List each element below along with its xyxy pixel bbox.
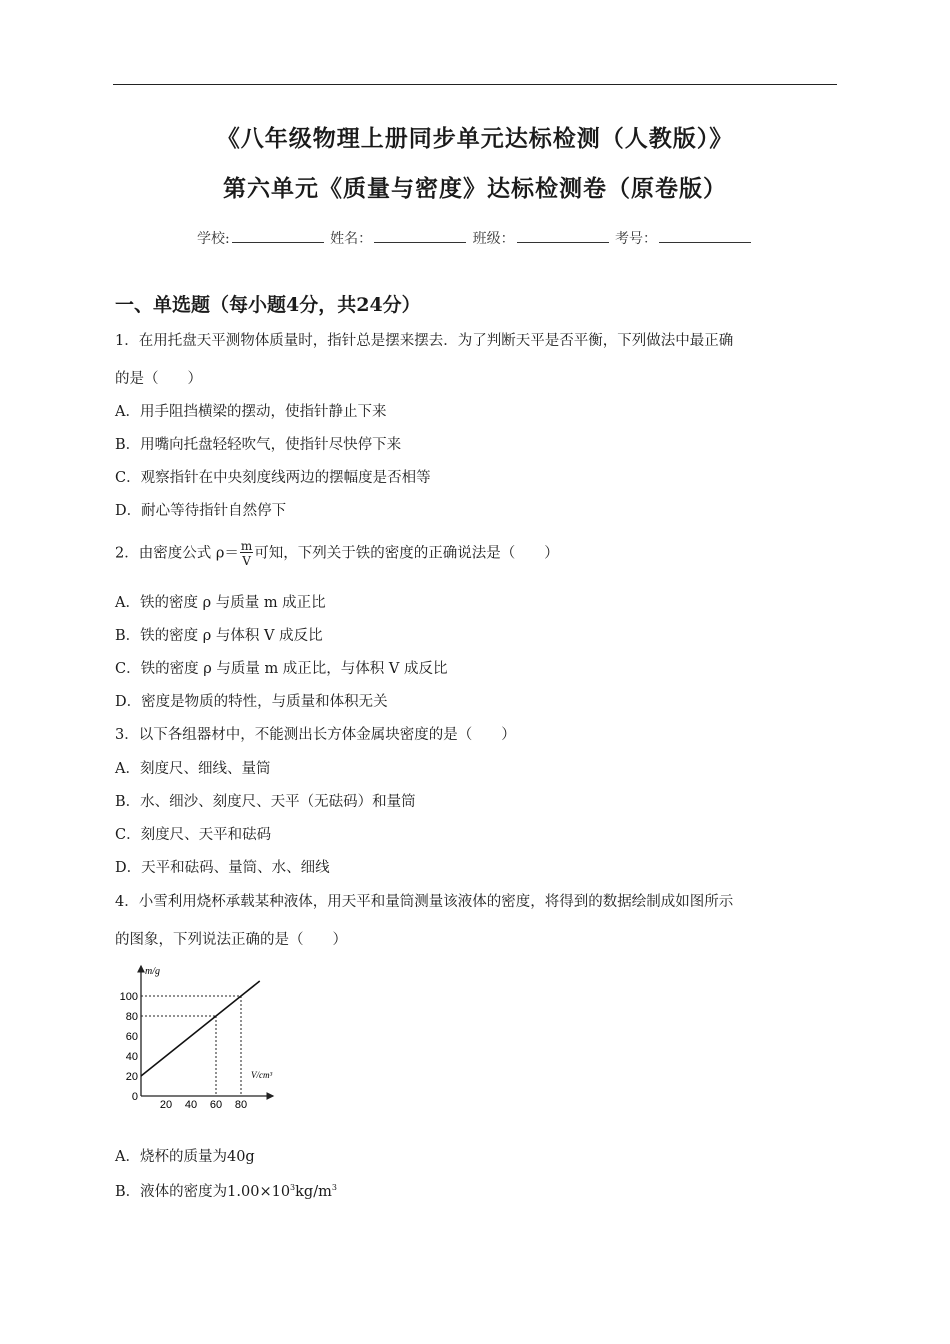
q3-option-c: C．刻度尺、天平和砝码	[115, 827, 272, 843]
y-tick-label: 80	[125, 1011, 138, 1023]
q4-stem-line1: 4．小雪利用烧杯承载某种液体，用天平和量筒测量该液体的密度，将得到的数据绘制成如图所示	[115, 894, 734, 910]
document-subtitle: 第六单元《质量与密度》达标检测卷（原卷版）	[223, 175, 727, 202]
q3-option-b: B．水、细沙、刻度尺、天平（无砝码）和量筒	[115, 794, 416, 810]
fraction-numerator: m	[240, 539, 253, 553]
x-tick-label: 80	[234, 1099, 248, 1110]
q2-stem-post: 可知，下列关于铁的密度的正确说法是（ ）	[254, 545, 559, 562]
name-field[interactable]	[374, 230, 466, 243]
q3-option-a: A．刻度尺、细线、量筒	[115, 761, 271, 777]
header-rule	[113, 84, 837, 85]
mass-volume-graph	[113, 960, 293, 1110]
student-info-row	[0, 228, 950, 248]
q4-option-b-unit: kg/m	[295, 1184, 332, 1200]
q3-option-d: D．天平和砝码、量筒、水、细线	[115, 860, 330, 876]
exponent-2: 3	[331, 1183, 337, 1193]
class-label: 班级：	[472, 231, 515, 247]
q4-stem-line2: 的图象，下列说法正确的是（ ）	[115, 932, 347, 948]
q2-stem-pre: 2．由密度公式 ρ＝	[115, 545, 239, 562]
school-label: 学校:	[196, 231, 230, 247]
y-axis-label: m/g	[145, 966, 160, 977]
q4-option-b-text: B．液体的密度为1.00×10	[115, 1184, 291, 1200]
exponent-1: 3	[290, 1183, 296, 1193]
y-tick-label: 60	[125, 1031, 138, 1043]
q4-option-b	[115, 1180, 337, 1201]
y-tick-label: 100	[119, 991, 138, 1003]
fraction-denominator: V	[242, 554, 251, 568]
x-tick-label: 40	[184, 1099, 198, 1110]
q1-stem-line2: 的是（ ）	[115, 371, 202, 387]
class-field[interactable]	[517, 230, 609, 243]
density-formula-fraction	[240, 540, 253, 567]
x-axis-label: V/cm³	[251, 1070, 273, 1080]
q1-option-b: B．用嘴向托盘轻轻吹气，使指针尽快停下来	[115, 437, 402, 453]
number-label: 考号：	[615, 231, 658, 247]
q1-option-c: C．观察指针在中央刻度线两边的摆幅度是否相等	[115, 470, 431, 486]
q1-option-a: A．用手阻挡横梁的摆动，使指针静止下来	[115, 404, 387, 420]
x-tick-label: 60	[209, 1099, 223, 1110]
q1-option-d: D．耐心等待指针自然停下	[115, 503, 287, 519]
q4-option-a: A．烧杯的质量为40g	[115, 1149, 255, 1165]
data-line	[141, 981, 260, 1076]
section-title: 一、单选题（每小题4分，共24分）	[115, 294, 421, 316]
document-title: 《八年级物理上册同步单元达标检测（人教版）》	[216, 125, 734, 152]
q2-option-a: A．铁的密度 ρ 与质量 m 成正比	[115, 595, 326, 611]
y-tick-label: 40	[125, 1051, 138, 1063]
q2-option-c: C．铁的密度 ρ 与质量 m 成正比，与体积 V 成反比	[115, 661, 448, 677]
q3-stem: 3．以下各组器材中，不能测出长方体金属块密度的是（ ）	[115, 727, 516, 743]
q2-stem	[115, 540, 559, 567]
x-tick-label: 20	[159, 1099, 173, 1110]
number-field[interactable]	[659, 230, 751, 243]
y-tick-label: 20	[125, 1071, 138, 1083]
name-label: 姓名：	[330, 231, 373, 247]
y-tick-label: 0	[131, 1091, 138, 1103]
q2-option-b: B．铁的密度 ρ 与体积 V 成反比	[115, 628, 323, 644]
school-field[interactable]	[232, 230, 324, 243]
q1-stem-line1: 1．在用托盘天平测物体质量时，指针总是摆来摆去．为了判断天平是否平衡，下列做法中最正确	[115, 333, 734, 349]
q2-option-d: D．密度是物质的特性，与质量和体积无关	[115, 694, 388, 710]
